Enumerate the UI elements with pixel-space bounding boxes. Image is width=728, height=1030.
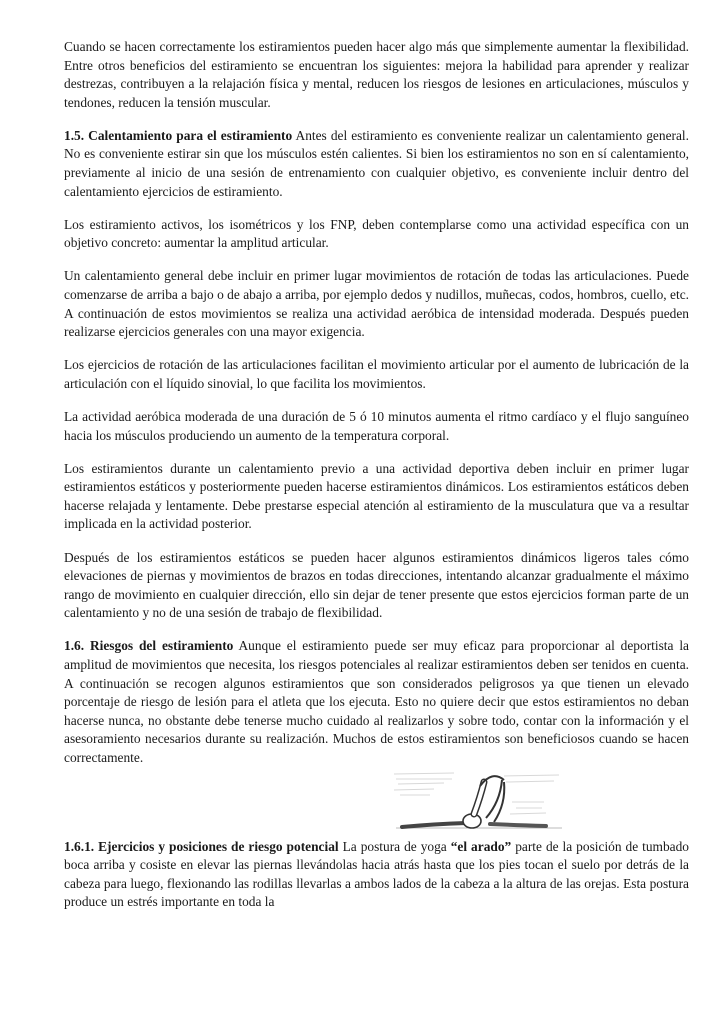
section-1-6-1-intro: La postura de yoga xyxy=(338,838,451,854)
document-page xyxy=(64,38,689,926)
section-1-5-heading: 1.5. Calentamiento para el estiramiento xyxy=(64,127,293,143)
paragraph-aerobic: La actividad aeróbica moderada de una duración de 5 ó 10 minutos aumenta el ritmo cardíaco y el flujo sanguíneo hacia los músculos produciendo un aumento de la temperatura corporal. xyxy=(64,409,689,443)
paragraph-joint-rotation: Los ejercicios de rotación de las articulaciones facilitan el movimiento articular por el aumento de lubricación de la articulación con el líquido sinovial, lo que facilita los movimientos. xyxy=(64,357,689,391)
arado-term: “el arado” xyxy=(450,838,512,854)
section-1-5 xyxy=(64,127,689,201)
section-1-5-body: Antes del estiramiento es conveniente realizar un calentamiento general. No es conveniente estirar sin que los músculos estén calientes. Si bien los estiramientos no son en sí calentamiento, previamente al inicio de una sesión de entrenamiento con cualquier objetivo, es conveniente incluir dentro del calentamiento ejercicios de estiramiento. xyxy=(64,127,689,199)
section-1-6-heading: 1.6. Riesgos del estiramiento xyxy=(64,638,234,654)
paragraph-benefits: Cuando se hacen correctamente los estiramientos pueden hacer algo más que simplemente aumentar la flexibilidad. Entre otros beneficios del estiramiento se encuentran los siguientes: mejora la habilidad para aprender y realizar destrezas, contribuyen a la relajación física y mental, reducen los riesgos de lesiones en articulaciones, músculos y tendones, reducen la tensión muscular. xyxy=(64,39,689,110)
figure-row xyxy=(64,768,689,838)
paragraph-active-stretching: Los estiramiento activos, los isométricos y los FNP, deben contemplarse como una actividad específica con un objetivo concreto: aumentar la amplitud articular. xyxy=(64,216,689,251)
plough-pose-figure xyxy=(394,768,564,840)
section-1-6-1-heading: 1.6.1. Ejercicios y posiciones de riesgo potencial xyxy=(64,838,339,854)
section-1-6 xyxy=(64,637,689,767)
paragraph-static-stretching: Los estiramientos durante un calentamiento previo a una actividad deportiva deben incluir en primer lugar estiramientos estáticos y posteriormente pueden hacerse estiramientos dinámicos. Los estiramientos estáticos deben hacerse relajada y lentamente. Debe prestarse especial atención al estiramiento de la musculatura que va a resultar implicada en la actividad posterior. xyxy=(64,460,689,532)
plough-pose-illustration-icon xyxy=(394,768,564,840)
section-1-6-body: Aunque el estiramiento puede ser muy eficaz para proporcionar al deportista la amplitud de movimientos que necesita, los riesgos potenciales al realizar estiramientos deben ser tenidos en cuenta. A continuación se recogen algunos estiramientos que son considerados peligrosos ya que tienen un elevado porcentaje de riesgo de lesión para el atleta que los ejecuta. Esto no quiere decir que estos estiramientos no deban hacerse nunca, no obstante debe tenerse mucho cuidado al realizarlos y sobre todo, contar con la información y el asesoramiento necesarios durante su realización. Muchos de estos estiramientos son beneficiosos cuando se hacen correctamente. xyxy=(64,638,690,765)
paragraph-dynamic-stretching: Después de los estiramientos estáticos se pueden hacer algunos estiramientos dinámicos ligeros tales cómo elevaciones de piernas y movimientos de brazos en todas direcciones, intentando alcanzar gradualmente el máximo rango de movimiento en cualquier dirección, ello sin dejar de tener presente que estos ejercicios forman parte de un calentamiento y no de una sesión de trabajo de flexibilidad. xyxy=(64,549,689,621)
paragraph-general-warmup: Un calentamiento general debe incluir en primer lugar movimientos de rotación de todas las articulaciones. Puede comenzarse de arriba a bajo o de abajo a arriba, por ejemplo dedos y nudillos, muñecas, codos, hombros, cuello, etc. A continuación de estos movimientos se realiza una actividad aeróbica de intensidad moderada. Después pueden realizarse ejercicios generales con una mayor exigencia. xyxy=(64,268,689,340)
section-1-6-1 xyxy=(64,838,689,912)
section-1-6-1-body: parte de la posición de tumbado boca arriba y cosiste en elevar las piernas llevándolas hacia atrás hasta que los pies tocan el suelo por detrás de la cabeza para luego, flexionando las rodillas llevarlas a ambos lados de la cabeza a la altura de las orejas. Esta postura produce un estrés importante en toda la xyxy=(64,838,690,910)
